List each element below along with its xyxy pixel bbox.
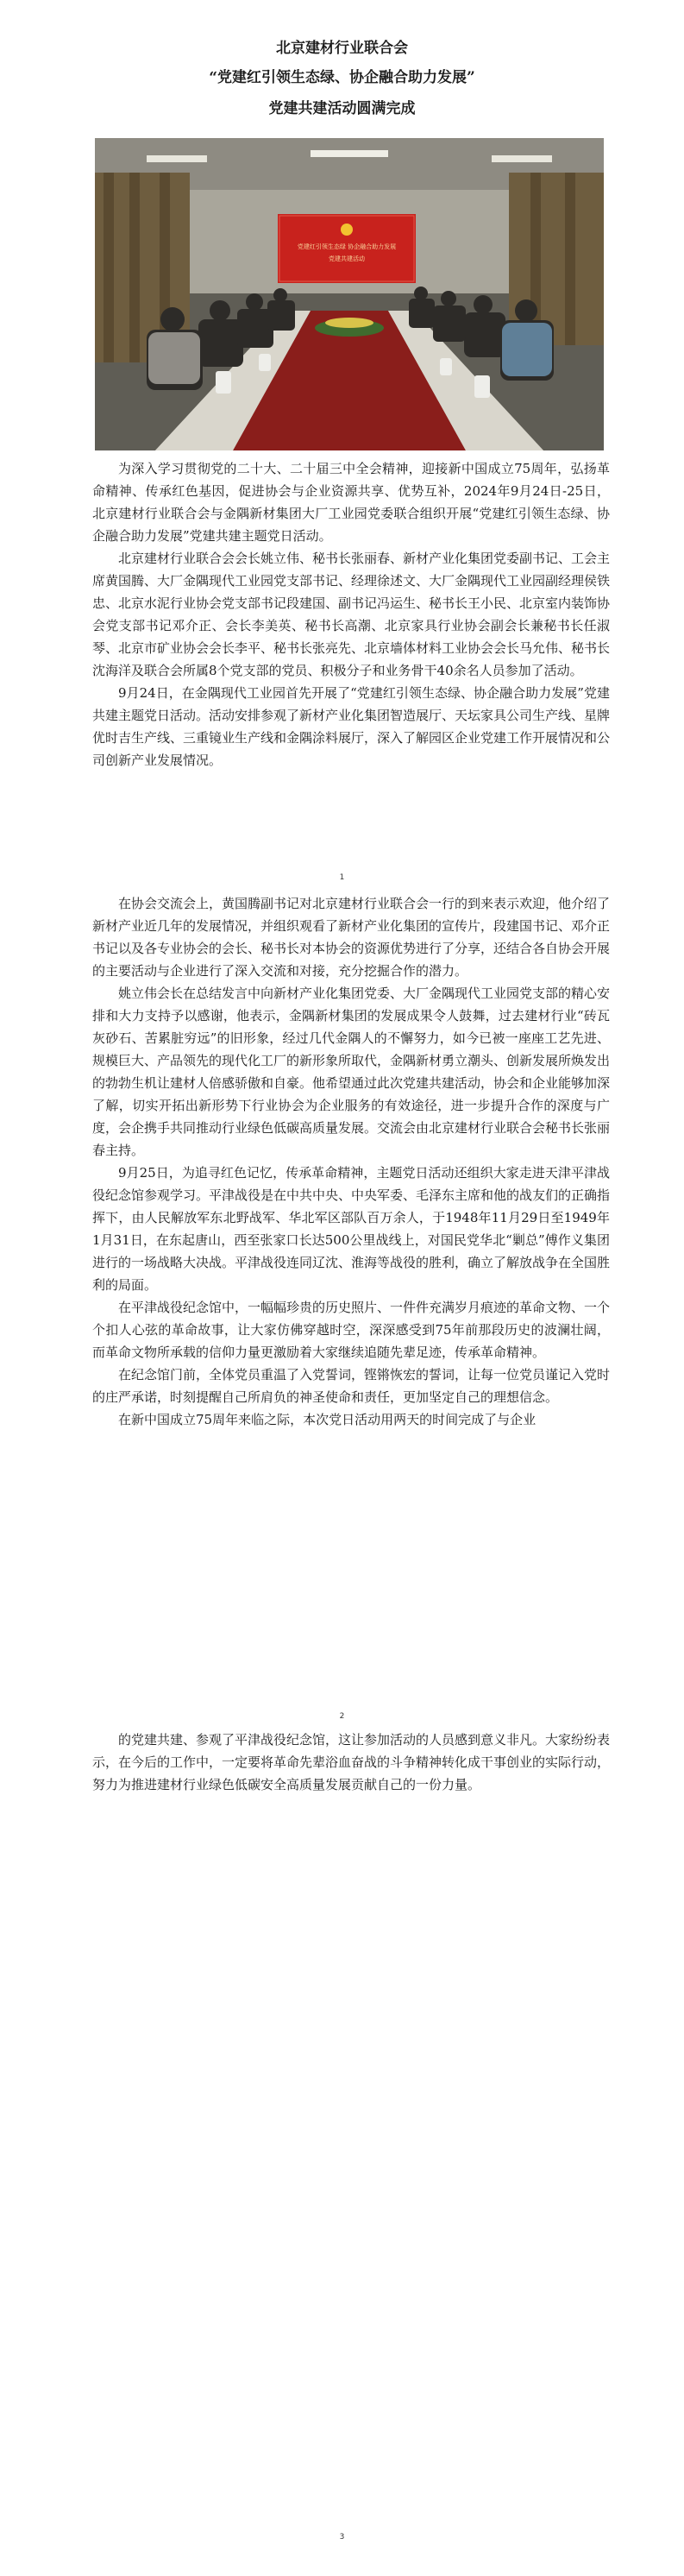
event-photo (95, 138, 604, 450)
article-paragraph: 北京建材行业联合会会长姚立伟、秘书长张丽春、新材产业化集团党委副书记、工会主席黄国腾、大厂金隅现代工业园党支部书记、经理徐述文、大厂金隅现代工业园副经理侯铁忠、北京水泥行业协会党支部书记段建国、副书记冯运生、秘书长王小民、北京室内装饰协会党支部书记邓介正、会长李美英、秘书长高潮、北京家具行业协会副会长兼秘书长任淑琴、北京市矿业协会会长李平、秘书长张亮先、北京墙体材料工业协会会长马允伟、秘书长沈海洋及联合会所属8个党支部的党员、积极分子和业务骨干40余名人员参加了活动。 (92, 551, 611, 678)
article-paragraph: 9月24日，在金隅现代工业园首先开展了“党建红引领生态绿、协企融合助力发展”党建共建主题党日活动。活动安排参观了新材产业化集团智造展厅、天坛家具公司生产线、星牌优时吉生产线、三重镜业生产线和金隅涂料展厅，深入了解园区企业党建工作开展情况和公司创新产业发展情况。 (92, 685, 611, 768)
screen-banner-subtitle: 党建共建活动 (329, 255, 365, 262)
article-title-line3: 党建共建活动圆满完成 (268, 100, 416, 117)
article-paragraph: 在平津战役纪念馆中，一幅幅珍贵的历史照片、一件件充满岁月痕迹的革命文物、一个个扣人心弦的革命故事，让大家仿佛穿越时空，深深感受到75年前那段历史的波澜壮阔，而革命文物所承载的信仰力量更激励着大家继续追随先辈足迹，传承革命精神。 (92, 1300, 611, 1360)
article-body-page1-continued (92, 892, 610, 1431)
page-number: 1 (339, 873, 345, 882)
article-paragraph: 在纪念馆门前，全体党员重温了入党誓词，铿锵恢宏的誓词，让每一位党员谨记入党时的庄严承诺，时刻提醒自己所肩负的神圣使命和责任，更加坚定自己的理想信念。 (92, 1367, 611, 1405)
article-body-page2 (92, 1729, 610, 1796)
page-number: 3 (339, 2533, 345, 2541)
article-paragraph: 9月25日，为追寻红色记忆，传承革命精神，主题党日活动还组织大家走进天津平津战役纪念馆参观学习。平津战役是在中共中央、中央军委、毛泽东主席和他的战友们的正确指挥下，由人民解放军东北野战军、华北军区部队百万余人，于1948年11月29日至1949年1月31日，在东起唐山，西至张家口长达500公里战线上，对国民党华北“剿总”傅作义集团进行的一场战略大决战。平津战役连同辽沈、淮海等战役的胜利，确立了解放战争在全国胜利的局面。 (92, 1165, 611, 1293)
article-title-line1: 北京建材行业联合会 (276, 40, 408, 57)
article-body-page1 (92, 457, 610, 772)
article-paragraph: 姚立伟会长在总结发言中向新材产业化集团党委、大厂金隅现代工业园党支部的精心安排和大力支持予以感谢，他表示，金隅新材集团的发展成果令人鼓舞，过去建材行业“砖瓦灰砂石、苦累脏穷远”的旧形象，经过几代金隅人的不懈努力，如今已被一座座工艺先进、规模巨大、产品领先的现代化工厂的新形象所取代，金隅新材勇立潮头、创新发展所焕发出的勃勃生机让建材人倍感骄傲和自豪。他希望通过此次党建共建活动，协会和企业能够加深了解，切实开拓出新形势下行业协会为企业服务的有效途径，进一步提升合作的深度与广度，会企携手共同推动行业绿色低碳高质量发展。交流会由北京建材行业联合会秘书长张丽春主持。 (92, 986, 611, 1158)
party-emblem-icon (341, 224, 353, 236)
screen-banner-text: 党建红引领生态绿 协企融合助力发展 (297, 243, 397, 250)
article-paragraph: 在新中国成立75周年来临之际，本次党日活动用两天的时间完成了与企业 (118, 1412, 537, 1427)
article-paragraph: 在协会交流会上，黄国腾副书记对北京建材行业联合会一行的到来表示欢迎，他介绍了新材产业近几年的发展情况，并组织观看了新材产业化集团的宣传片，段建国书记、邓介正书记以及各专业协会的会长、秘书长对本协会的资源优势进行了分享，还结合各自协会开展的主要活动与企业进行了深入交流和对接，充分挖掘合作的潜力。 (92, 896, 611, 979)
article-title-line2: “党建红引领生态绿、协企融合助力发展” (209, 69, 475, 86)
page-number: 2 (339, 1712, 345, 1721)
article-paragraph: 为深入学习贯彻党的二十大、二十届三中全会精神，迎接新中国成立75周年，弘扬革命精神、传承红色基因，促进协会与企业资源共享、优势互补，2024年9月24日-25日，北京建材行业联合会与金隅新材集团大厂工业园党委联合组织开展“党建红引领生态绿、协企融合助力发展”党建共建主题党日活动。 (92, 461, 610, 544)
article-paragraph: 的党建共建、参观了平津战役纪念馆，这让参加活动的人员感到意义非凡。大家纷纷表示，在今后的工作中，一定要将革命先辈浴血奋战的斗争精神转化成干事创业的实际行动，努力为推进建材行业绿色低碳安全高质量发展贡献自己的一份力量。 (92, 1732, 611, 1792)
